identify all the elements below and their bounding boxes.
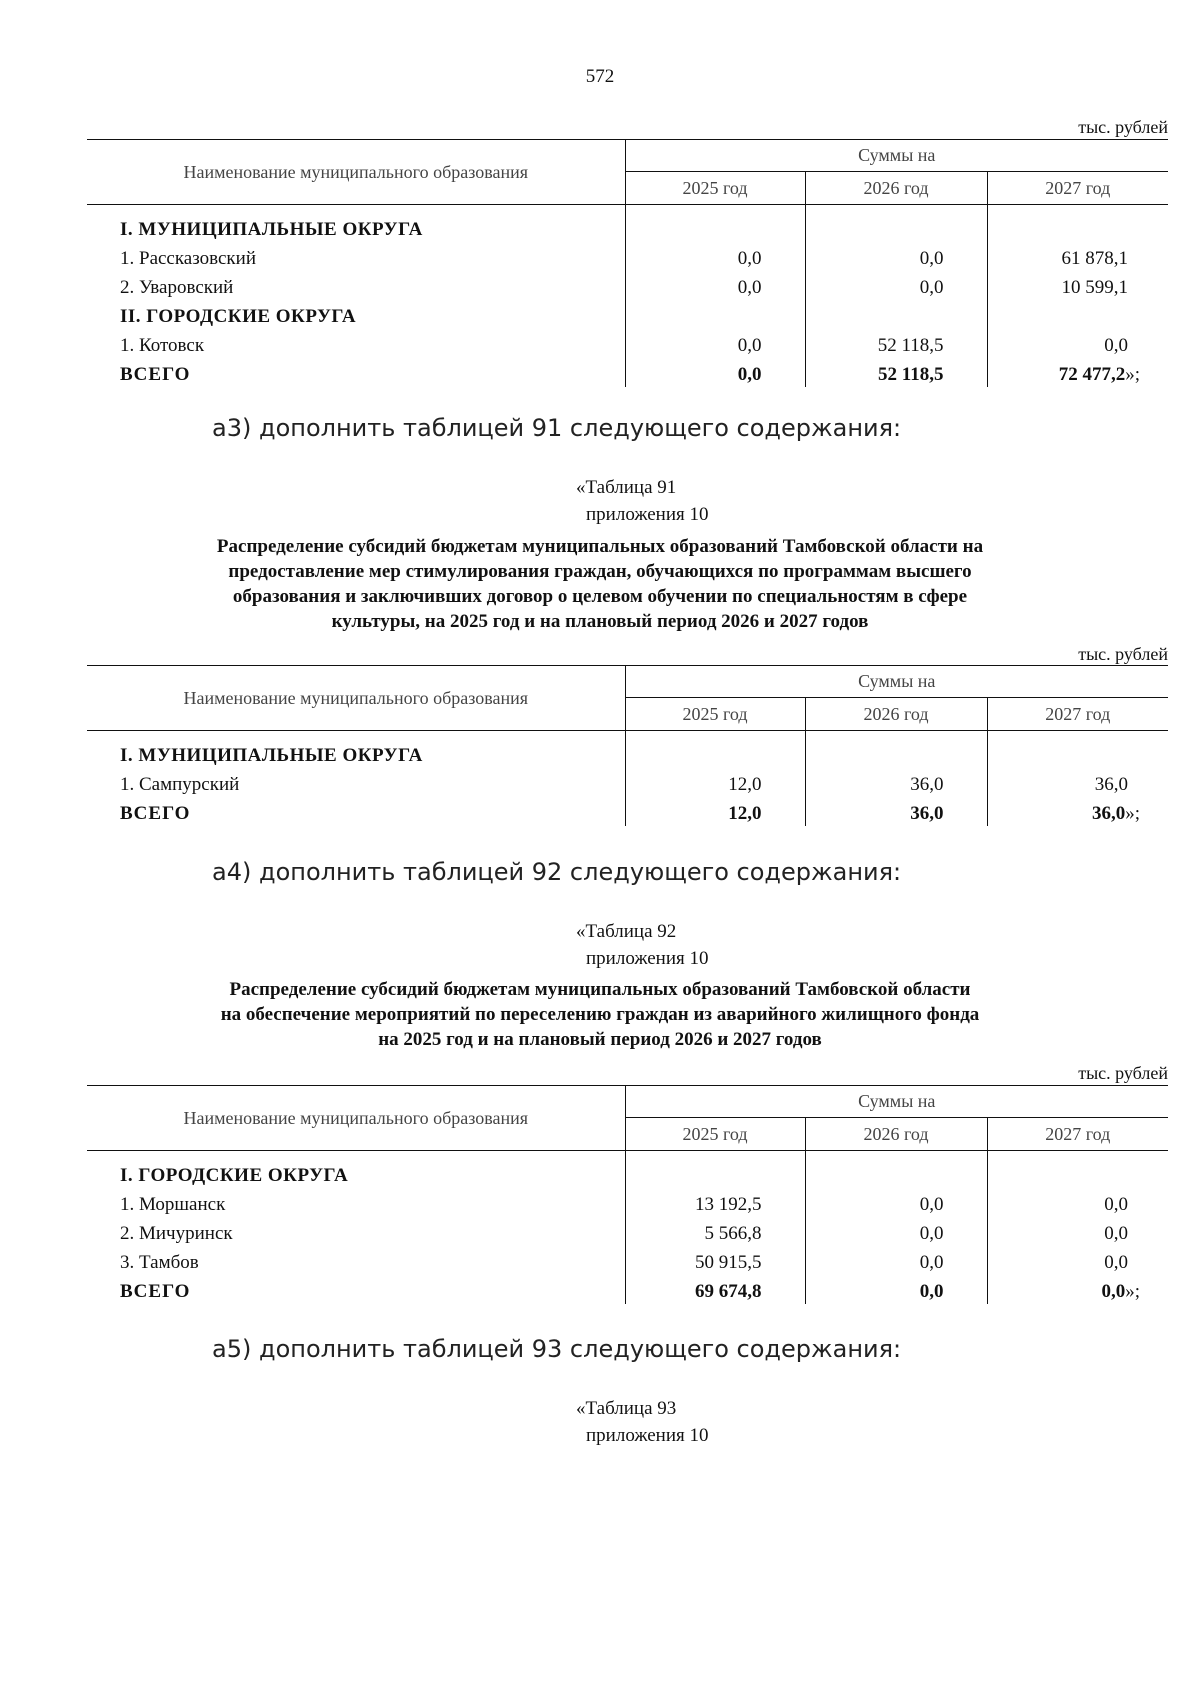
title-line: образования и заключивших договор о целевом обучении по специальностям в сфере: [232, 586, 968, 607]
column-header-year: 2027 год: [987, 172, 1168, 205]
total-row: [87, 797, 1168, 826]
column-header-year: 2025 год: [625, 172, 805, 205]
table-92: [87, 1085, 1168, 1304]
table-row: [87, 768, 1168, 797]
units-label: тыс. рублей: [1078, 644, 1168, 664]
table-row: [87, 1188, 1168, 1217]
row-name: II. ГОРОДСКИЕ ОКРУГА: [120, 306, 357, 327]
row-name: ВСЕГО: [120, 803, 191, 824]
column-header-year: 2026 год: [805, 698, 987, 731]
table-91: [87, 665, 1168, 826]
column-header-sums: Суммы на: [625, 140, 1168, 172]
row-name: 2. Уваровский: [120, 277, 234, 298]
paragraph-a3: а3) дополнить таблицей 91 следующего содержания:: [212, 414, 902, 442]
cell-value: [987, 1275, 1168, 1304]
cell-value: 0,0: [625, 242, 805, 271]
title-line: предоставление мер стимулирования граждан, обучающихся по программам высшего: [228, 561, 972, 582]
table-row: [87, 1151, 1168, 1189]
table-row: [87, 271, 1168, 300]
cell-value: [987, 731, 1168, 769]
column-header-sums: Суммы на: [625, 1086, 1168, 1118]
table-91-title: [100, 534, 1100, 634]
cell-value: [987, 205, 1168, 243]
cell-value: [805, 731, 987, 769]
cell-value: [805, 205, 987, 243]
cell-value: [987, 358, 1168, 387]
title-line: Распределение субсидий бюджетам муниципальных образований Тамбовской области: [229, 979, 971, 1000]
column-header-name: Наименование муниципального образования: [87, 1086, 625, 1151]
cell-value: [987, 300, 1168, 329]
cell-value: [805, 300, 987, 329]
paragraph-a4: а4) дополнить таблицей 92 следующего содержания:: [212, 858, 902, 886]
cell-value: 12,0: [625, 768, 805, 797]
row-name: 3. Тамбов: [120, 1252, 199, 1273]
cell-value: 0,0: [625, 358, 805, 387]
table-row: [87, 300, 1168, 329]
column-header-year: 2026 год: [805, 172, 987, 205]
cell-value: 13 192,5: [625, 1188, 805, 1217]
cell-value: 52 118,5: [805, 358, 987, 387]
row-name: I. МУНИЦИПАЛЬНЫЕ ОКРУГА: [120, 219, 423, 240]
closing-quote: »;: [1125, 1281, 1141, 1302]
column-header-year: 2025 год: [625, 1118, 805, 1151]
table-number: «Таблица 91: [576, 477, 677, 498]
units-label: тыс. рублей: [1078, 1063, 1168, 1083]
column-header-sums: Суммы на: [625, 666, 1168, 698]
cell-value: 0,0: [987, 1246, 1168, 1275]
cell-value: [625, 731, 805, 769]
cell-value: 36,0: [987, 768, 1168, 797]
table-row: [87, 242, 1168, 271]
total-value: 36,0: [1091, 803, 1126, 824]
page-number: 572: [585, 66, 615, 87]
cell-value: 61 878,1: [987, 242, 1168, 271]
cell-value: 0,0: [805, 1275, 987, 1304]
table-row: [87, 1246, 1168, 1275]
cell-value: [987, 797, 1168, 826]
title-line: культуры, на 2025 год и на плановый период 2026 и 2027 годов: [331, 611, 869, 632]
total-row: [87, 1275, 1168, 1304]
table-91-label: [576, 474, 708, 528]
row-name: 1. Котовск: [120, 335, 205, 356]
table-row: [87, 731, 1168, 769]
cell-value: 0,0: [987, 329, 1168, 358]
cell-value: 0,0: [625, 329, 805, 358]
cell-value: 0,0: [987, 1217, 1168, 1246]
table-row: [87, 329, 1168, 358]
cell-value: 36,0: [805, 797, 987, 826]
row-name: 2. Мичуринск: [120, 1223, 233, 1244]
appendix-label: приложения 10: [586, 1425, 709, 1446]
units-label: тыс. рублей: [1078, 117, 1168, 137]
table-number: «Таблица 93: [576, 1398, 677, 1419]
cell-value: [987, 1151, 1168, 1189]
cell-value: [625, 300, 805, 329]
column-header-year: 2027 год: [987, 1118, 1168, 1151]
cell-value: 0,0: [805, 1188, 987, 1217]
cell-value: 52 118,5: [805, 329, 987, 358]
table-row: [87, 205, 1168, 243]
cell-value: [625, 205, 805, 243]
title-line: Распределение субсидий бюджетам муниципальных образований Тамбовской области на: [216, 536, 984, 557]
cell-value: 0,0: [987, 1188, 1168, 1217]
cell-value: 5 566,8: [625, 1217, 805, 1246]
row-name: 1. Сампурский: [120, 774, 240, 795]
table-92-label: [576, 918, 708, 972]
row-name: I. МУНИЦИПАЛЬНЫЕ ОКРУГА: [120, 745, 423, 766]
appendix-label: приложения 10: [586, 948, 709, 969]
row-name: I. ГОРОДСКИЕ ОКРУГА: [120, 1165, 349, 1186]
table-93-label: [576, 1395, 708, 1449]
row-name: 1. Рассказовский: [120, 248, 256, 269]
total-value: 72 477,2: [1058, 364, 1126, 385]
row-name: ВСЕГО: [120, 364, 191, 385]
cell-value: 69 674,8: [625, 1275, 805, 1304]
closing-quote: »;: [1125, 803, 1141, 824]
row-name: 1. Моршанск: [120, 1194, 226, 1215]
column-header-name: Наименование муниципального образования: [87, 666, 625, 731]
appendix-label: приложения 10: [586, 504, 709, 525]
table-continuation: [87, 139, 1168, 387]
cell-value: 10 599,1: [987, 271, 1168, 300]
table-row: [87, 1217, 1168, 1246]
cell-value: [805, 1151, 987, 1189]
row-name: ВСЕГО: [120, 1281, 191, 1302]
column-header-name: Наименование муниципального образования: [87, 140, 625, 205]
total-value: 0,0: [1101, 1281, 1126, 1302]
column-header-year: 2027 год: [987, 698, 1168, 731]
cell-value: 0,0: [625, 271, 805, 300]
cell-value: 0,0: [805, 1217, 987, 1246]
cell-value: 36,0: [805, 768, 987, 797]
cell-value: 0,0: [805, 242, 987, 271]
paragraph-a5: а5) дополнить таблицей 93 следующего содержания:: [212, 1335, 902, 1363]
cell-value: 0,0: [805, 271, 987, 300]
cell-value: 12,0: [625, 797, 805, 826]
cell-value: [625, 1151, 805, 1189]
cell-value: 0,0: [805, 1246, 987, 1275]
column-header-year: 2025 год: [625, 698, 805, 731]
column-header-year: 2026 год: [805, 1118, 987, 1151]
total-row: [87, 358, 1168, 387]
cell-value: 50 915,5: [625, 1246, 805, 1275]
table-number: «Таблица 92: [576, 921, 677, 942]
closing-quote: »;: [1125, 364, 1141, 385]
title-line: на 2025 год и на плановый период 2026 и 2027 годов: [378, 1029, 822, 1050]
title-line: на обеспечение мероприятий по переселению граждан из аварийного жилищного фонда: [220, 1004, 980, 1025]
table-92-title: [100, 977, 1100, 1052]
